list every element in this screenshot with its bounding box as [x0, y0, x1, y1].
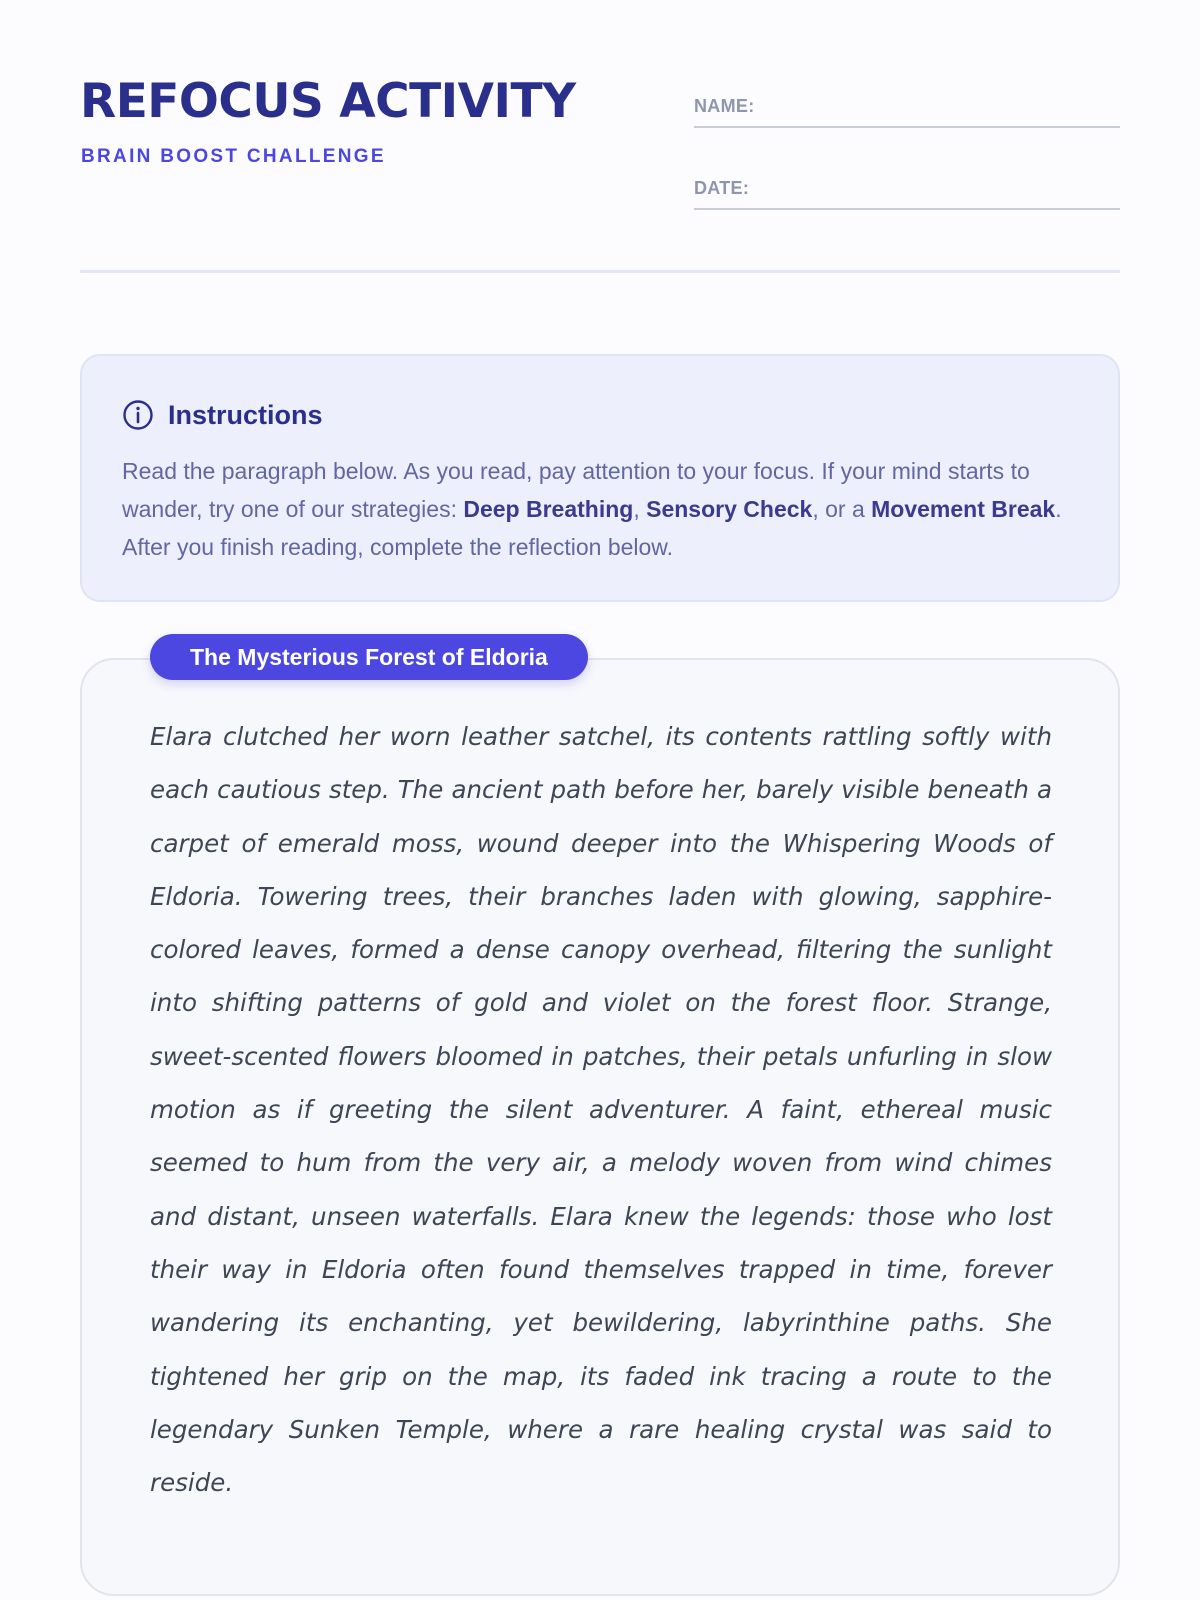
header-divider	[80, 270, 1120, 273]
instructions-title: Instructions	[168, 399, 323, 430]
instructions-text	[122, 452, 1087, 566]
instructions-header	[122, 399, 323, 431]
instructions-panel	[80, 354, 1120, 602]
strategy-sensory-check: Sensory Check	[646, 496, 813, 522]
info-icon	[122, 399, 154, 431]
story-title-badge: The Mysterious Forest of Eldoria	[150, 634, 588, 680]
page-title: REFOCUS ACTIVITY	[80, 74, 576, 129]
name-label: NAME:	[694, 96, 755, 116]
date-label: DATE:	[694, 178, 750, 198]
instructions-text-intro: Read the paragraph below. As you read, pay attention to your focus. If your mind starts to wander, try one of our strategies:	[122, 458, 1030, 522]
story-card	[80, 658, 1120, 1596]
name-field[interactable]	[694, 96, 1120, 128]
instructions-text-outro: . After you finish reading, complete the reflection below.	[122, 496, 1062, 560]
strategy-movement-break: Movement Break	[871, 496, 1056, 522]
date-field[interactable]	[694, 178, 1120, 210]
instructions-separator: , or a	[812, 496, 872, 522]
instructions-separator: ,	[633, 496, 647, 522]
strategy-deep-breathing: Deep Breathing	[463, 496, 634, 522]
story-paragraph: Elara clutched her worn leather satchel, its contents rattling softly with each cautious step. The ancient path before her, barely visible beneath a carpet of emerald moss, wound deeper into the Whispering Woods of Eldoria. Towering trees, their branches laden with glowing, sapphire-colored leaves, formed a dense canopy overhead, filtering the sunlight into shifting patterns of gold and violet on the forest floor. Strange, sweet-scented flowers bloomed in patches, their petals unfurling in slow motion as if greeting the silent adventurer. A faint, ethereal music seemed to hum from the very air, a melody woven from wind chimes and distant, unseen waterfalls. Elara knew the legends: those who lost their way in Eldoria often found themselves trapped in time, forever wandering its enchanting, yet bewildering, labyrinthine paths. She tightened her grip on the map, its faded ink tracing a route to the legendary Sunken Temple, where a rare healing crystal was said to reside.	[150, 722, 1052, 1498]
page-subtitle: BRAIN BOOST CHALLENGE	[81, 146, 386, 167]
